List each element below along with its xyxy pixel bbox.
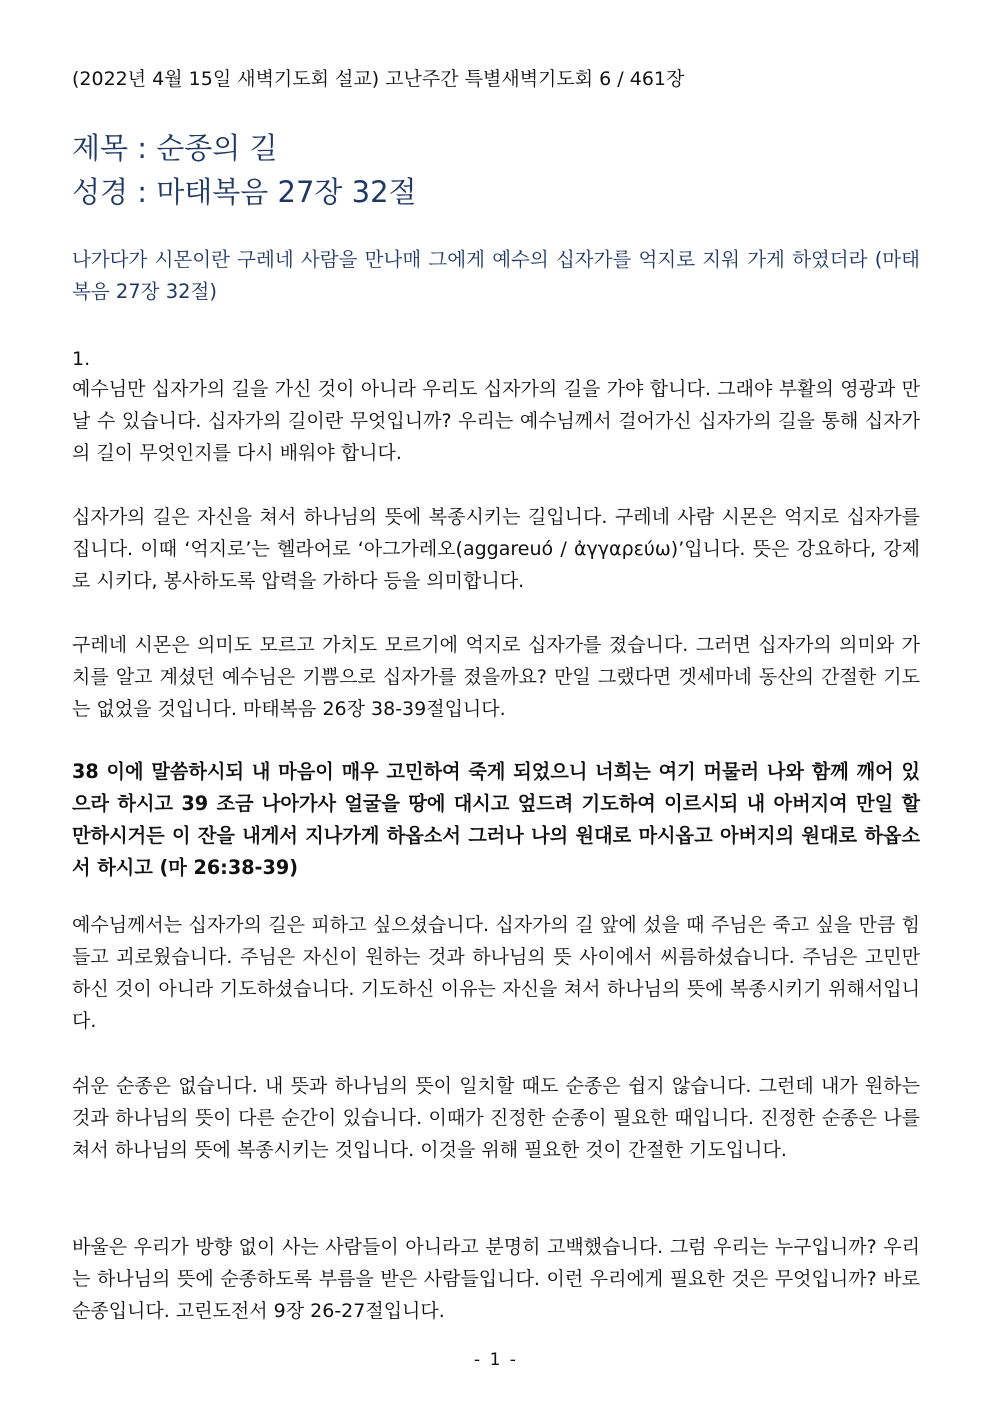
sermon-title: 제목 : 순종의 길 bbox=[72, 131, 278, 165]
paragraph-5: 쉬운 순종은 없습니다. 내 뜻과 하나님의 뜻이 일치할 때도 순종은 쉽지 않습니다. 그런데 내가 원하는 것과 하나님의 뜻이 다른 순간이 있습니다. 이때가 진정한 순종이 필요한 때입니다. 진정한 순종은 나를 쳐서 하나님의 뜻에 복종시키는 것입니다. 이것을 위해 필요한 것이 간절한 기도입니다. bbox=[72, 1075, 920, 1161]
page-number: - 1 - bbox=[474, 1350, 518, 1370]
paragraph-6: 바울은 우리가 방향 없이 사는 사람들이 아니라고 분명히 고백했습니다. 그럼 우리는 누구입니까? 우리는 하나님의 뜻에 순종하도록 부름을 받은 사람들입니다. 이런 우리에게 필요한 것은 무엇입니까? 바로 순종입니다. 고린도전서 9장 26-27절입니다. bbox=[72, 1236, 920, 1322]
sermon-header: (2022년 4월 15일 새벽기도회 설교) 고난주간 특별새벽기도회 6 / 461장 bbox=[72, 68, 685, 90]
main-verse: 나가다가 시몬이란 구레네 사람을 만나매 그에게 예수의 십자가를 억지로 지워 가게 하였더라 (마태복음 27장 32절) bbox=[72, 248, 920, 303]
section-number: 1. bbox=[72, 348, 91, 370]
quoted-verse-bold: 38 이에 말씀하시되 내 마음이 매우 고민하여 죽게 되었으니 너희는 여기 머물러 나와 함께 깨어 있으라 하시고 39 조금 나아가사 얼굴을 땅에 대시고 엎드려 기도하여 이르시되 내 아버지여 만일 할 만하시거든 이 잔을 내게서 지나가게 하옵소서 그러나 나의 원대로 마시옵고 아버지의 원대로 하옵소서 하시고 (마 26:38-39) bbox=[72, 760, 920, 879]
paragraph-1: 예수님만 십자가의 길을 가신 것이 아니라 우리도 십자가의 길을 가야 합니다. 그래야 부활의 영광과 만날 수 있습니다. 십자가의 길이란 무엇입니까? 우리는 예수님께서 걸어가신 십자가의 길을 통해 십자가의 길이 무엇인지를 다시 배워야 합니다. bbox=[72, 378, 920, 464]
paragraph-4: 예수님께서는 십자가의 길은 피하고 싶으셨습니다. 십자가의 길 앞에 섰을 때 주님은 죽고 싶을 만큼 힘들고 괴로웠습니다. 주님은 자신이 원하는 것과 하나님의 뜻 사이에서 씨름하셨습니다. 주님은 고민만 하신 것이 아니라 기도하셨습니다. 기도하신 이유는 자신을 쳐서 하나님의 뜻에 복종시키기 위해서입니다. bbox=[72, 914, 920, 1032]
paragraph-2: 십자가의 길은 자신을 쳐서 하나님의 뜻에 복종시키는 길입니다. 구레네 사람 시몬은 억지로 십자가를 집니다. 이때 ‘억지로’는 헬라어로 ‘아그가레오(aggareuó / ἀγγαρεύω)’입니다. 뜻은 강요하다, 강제로 시키다, 봉사하도록 압력을 가하다 등을 의미합니다. bbox=[72, 506, 920, 592]
paragraph-3: 구레네 시몬은 의미도 모르고 가치도 모르기에 억지로 십자가를 졌습니다. 그러면 십자가의 의미와 가치를 알고 계셨던 예수님은 기쁨으로 십자가를 졌을까요? 만일 그랬다면 겟세마네 동산의 간절한 기도는 없었을 것입니다. 마태복음 26장 38-39절입니다. bbox=[72, 634, 920, 720]
scripture-reference: 성경 : 마태복음 27장 32절 bbox=[72, 175, 417, 209]
